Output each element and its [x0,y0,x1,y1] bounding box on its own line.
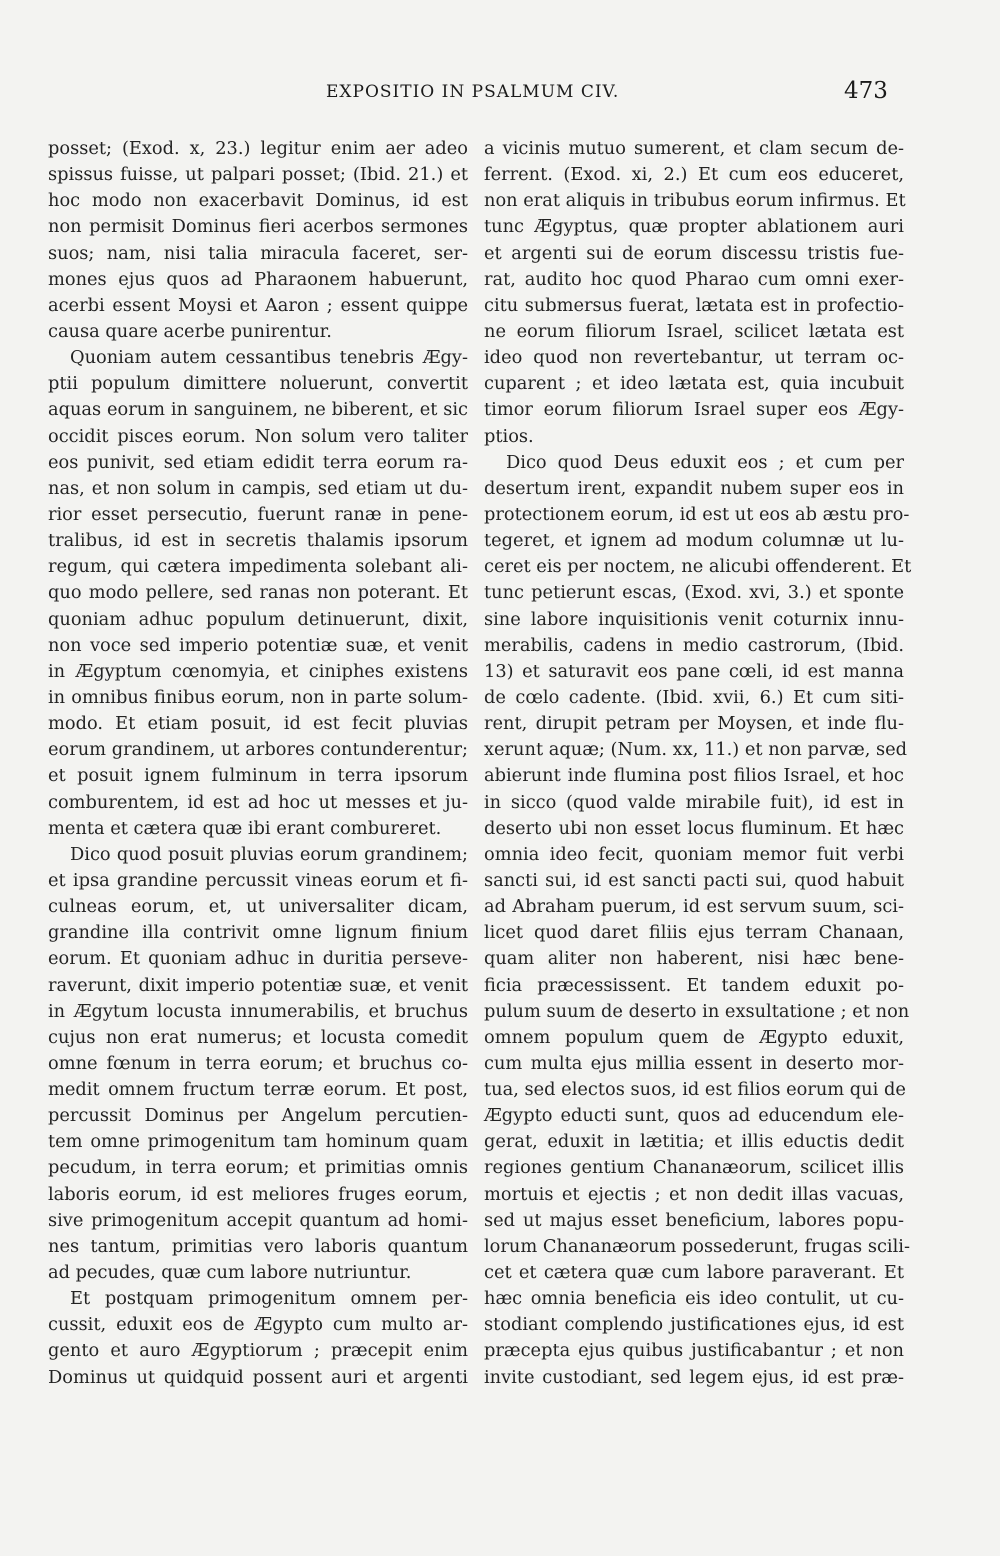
text-line: de cœlo cadente. (Ibid. xvii, 6.) Et cum siti- [484,686,904,708]
text-line: in sicco (quod valde mirabile fuit), id est in [484,791,904,813]
text-line: in Ægytum locusta innumerabilis, et bruchus [48,1000,468,1022]
text-line: non erat aliquis in tribubus eorum infirmus. Et [484,190,906,212]
text-line: occidit pisces eorum. Non solum vero taliter [48,425,468,447]
text-line: percussit Dominus per Angelum percutien- [48,1105,468,1127]
text-line: in Ægyptum cœnomyia, et ciniphes existens [48,660,468,682]
text-line: et ipsa grandine percussit vineas eorum et fi- [48,869,468,891]
running-head: EXPOSITIO IN PSALMUM CIV. [326,82,620,102]
text-line: rent, dirupit petram per Moysen, et inde flu- [484,713,904,735]
text-line: 13) et saturavit eos pane cœli, id est manna [484,660,904,682]
text-line: tegeret, et ignem ad modum columnæ ut lu- [484,530,904,552]
text-line: ptios. [484,425,534,447]
text-line: quam aliter non haberent, nisi hæc bene- [484,948,904,970]
text-line: gento et auro Ægyptiorum ; præcepit enim [48,1340,468,1362]
text-line: eos punivit, sed etiam edidit terra eorum ra- [48,451,468,473]
text-line: ad Abraham puerum, id est servum suum, sci- [484,896,904,918]
text-line: hoc modo non exacerbavit Dominus, id est [48,190,468,212]
text-line: citu submersus fuerat, lætata est in profectio- [484,294,904,316]
text-line: mortuis et ejectis ; et non dedit illas vacuas, [484,1183,904,1205]
text-line: ne eorum filiorum Israel, scilicet lætata est [484,320,904,342]
text-line: suos; nam, nisi talia miracula faceret, ser- [48,242,468,264]
text-line: Quoniam autem cessantibus tenebris Ægy- [70,347,468,369]
text-line: grandine illa contrivit omne lignum finium [48,922,468,944]
text-line: laboris eorum, id est meliores fruges eorum, [48,1183,468,1205]
text-line: sive primogenitum accepit quantum ad homi- [48,1209,468,1231]
text-line: nes tantum, primitias vero laboris quantum [48,1235,468,1257]
text-line: xerunt aquæ; (Num. xx, 11.) et non parvæ, sed [484,739,908,761]
text-line: mones ejus quos ad Pharaonem habuerunt, [48,268,468,290]
text-line: ficia præcessissent. Et tandem eduxit po- [484,974,904,996]
text-line: posset; (Exod. x, 23.) legitur enim aer adeo [48,138,468,159]
text-line: tralibus, id est in secretis thalamis ipsorum [48,530,468,552]
text-line: deserto ubi non esset locus fluminum. Et hæc [484,817,904,839]
text-line: stodiant complendo justificationes ejus, id est [484,1314,904,1336]
text-line: cussit, eduxit eos de Ægypto cum multo ar- [48,1314,468,1336]
text-line: medit omnem fructum terræ eorum. Et post, [48,1079,468,1101]
text-line: non voce sed imperio potentiæ suæ, et venit [48,634,468,656]
text-line: protectionem eorum, id est ut eos ab æstu pro- [484,503,910,525]
text-line: lorum Chananæorum possederunt, frugas scili- [484,1235,910,1257]
text-line: tunc petierunt escas, (Exod. xvi, 3.) et sponte [484,582,904,604]
text-line: eorum. Et quoniam adhuc in duritia perseve- [48,948,468,970]
text-line: comburentem, id est ad hoc ut messes et ju- [48,791,468,813]
right-column [484,136,912,1391]
text-line: tunc Ægyptus, quæ propter ablationem auri [484,216,904,238]
text-line: quo modo pellere, sed ranas non poterant. Et [48,582,468,604]
text-line: ceret eis per noctem, ne alicubi offenderent. Et [484,556,912,578]
text-line: sed ut majus esset beneficium, labores popu- [484,1209,904,1231]
text-line: regiones gentium Chananæorum, scilicet illis [484,1157,904,1179]
text-line: Et postquam primogenitum omnem per- [70,1288,468,1310]
text-line: eorum grandinem, ut arbores contunderentur; [48,739,468,761]
text-line: cum multa ejus millia essent in deserto mor- [484,1052,904,1074]
text-line: desertum irent, expandit nubem super eos in [484,477,904,499]
text-line: regum, qui cætera impedimenta solebant ali- [48,556,468,578]
text-line: præcepta ejus quibus justificabantur ; et non [484,1340,904,1362]
text-line: nas, et non solum in campis, sed etiam ut du- [48,477,468,499]
text-line: omnia ideo fecit, quoniam memor fuit verbi [484,843,904,865]
text-line: omne fœnum in terra eorum; et bruchus co- [48,1052,468,1074]
text-line: Dominus ut quidquid possent auri et argenti [48,1366,468,1388]
text-line: sine labore inquisitionis venit coturnix innu- [484,608,904,630]
text-line: cujus non erat numerus; et locusta comedit [48,1026,468,1048]
text-line: rior esset persecutio, fuerunt ranæ in pene- [48,503,468,525]
text-line: et posuit ignem fulminum in terra ipsorum [48,765,468,787]
text-line: cet et cætera quæ cum labore paraverant. Et [484,1262,904,1284]
text-line: in omnibus finibus eorum, non in parte solum- [48,686,468,708]
text-line: tem omne primogenitum tam hominum quam [48,1131,468,1153]
text-line: tua, sed electos suos, id est filios eorum qui de [484,1079,906,1101]
text-line: merabilis, cadens in medio castrorum, (Ibid. [484,634,904,656]
text-line: acerbi essent Moysi et Aaron ; essent quippe [48,294,468,316]
text-line: a vicinis mutuo sumerent, et clam secum de- [484,138,904,159]
text-line: causa quare acerbe punirentur. [48,320,332,342]
text-line: culneas eorum, et, ut universaliter dicam, [48,896,468,918]
text-line: hæc omnia beneficia eis ideo contulit, ut cu- [484,1288,904,1310]
text-line: Ægypto educti sunt, quos ad educendum ele- [484,1105,904,1127]
text-line: abierunt inde flumina post filios Israel, et hoc [484,765,904,787]
text-line: Dico quod posuit pluvias eorum grandinem; [70,843,468,865]
text-line: ptii populum dimittere noluerunt, convertit [48,373,468,395]
text-line: rat, audito hoc quod Pharao cum omni exer- [484,268,904,290]
text-line: et argenti sui de eorum discessu tristis fue- [484,242,904,264]
text-line: spissus fuisse, ut palpari posset; (Ibid. 21.) et [48,164,468,186]
text-line: menta et cætera quæ ibi erant combureret. [48,817,442,839]
text-line: omnem populum quem de Ægypto eduxit, [484,1026,904,1048]
left-column [48,136,468,1391]
text-line: pulum suum de deserto in exsultatione ; et non [484,1000,910,1022]
text-line: cuparent ; et ideo lætata est, quia incubuit [484,373,904,395]
text-line: timor eorum filiorum Israel super eos Ægy- [484,399,904,421]
text-line: sancti sui, id est sancti pacti sui, quod habuit [484,869,904,891]
text-line: gerat, eduxit in lætitia; et illis eductis dedit [484,1131,904,1153]
text-line: invite custodiant, sed legem ejus, id est præ- [484,1366,904,1388]
text-line: non permisit Dominus fieri acerbos sermones [48,216,468,238]
text-line: aquas eorum in sanguinem, ne biberent, et sic [48,399,468,421]
text-line: ad pecudes, quæ cum labore nutriuntur. [48,1262,412,1284]
text-line: licet quod daret filiis ejus terram Chanaan, [484,922,904,944]
text-line: Dico quod Deus eduxit eos ; et cum per [506,451,904,473]
page-number: 473 [844,78,888,104]
text-line: ideo quod non revertebantur, ut terram oc- [484,347,904,369]
text-line: modo. Et etiam posuit, id est fecit pluvias [48,713,468,735]
text-line: raverunt, dixit imperio potentiæ suæ, et venit [48,974,468,996]
text-line: ferrent. (Exod. xi, 2.) Et cum eos educeret, [484,164,904,186]
text-line: pecudum, in terra eorum; et primitias omnis [48,1157,468,1179]
text-line: quoniam adhuc populum detinuerunt, dixit, [48,608,468,630]
